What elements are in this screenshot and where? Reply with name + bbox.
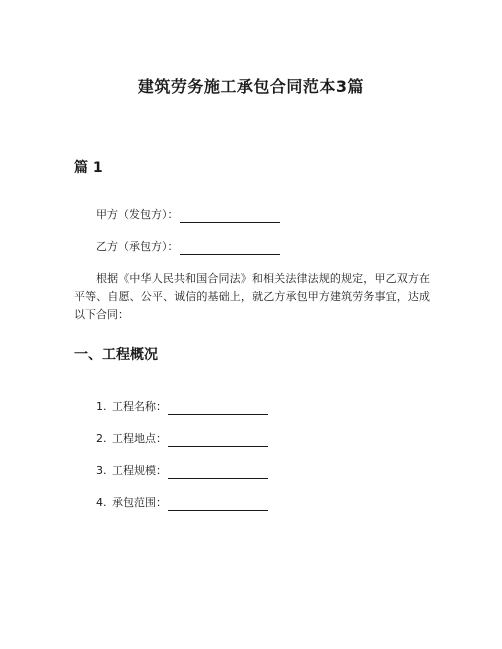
list-item-number: 2. [96,432,107,445]
list-item [96,431,268,447]
document-title: 建筑劳务施工承包合同范本3篇 [137,77,365,96]
list-item-blank [168,466,268,479]
list-item-label: 承包范围： [112,496,167,509]
list-item [96,495,268,511]
party-a-line [96,207,280,223]
list-item [96,463,268,479]
party-a-label: 甲方（发包方）： [96,208,179,221]
part-heading: 篇 1 [74,160,103,176]
list-item-number: 1. [96,400,107,413]
list-item-label: 工程规模： [112,464,167,477]
list-item-blank [168,434,268,447]
list-item-number: 4. [96,496,107,509]
section-heading-overview: 一、工程概况 [74,347,158,363]
list-item-label: 工程地点： [112,432,167,445]
party-b-blank [180,242,280,255]
list-item-blank [168,402,268,415]
list-item-blank [168,498,268,511]
intro-paragraph: 根据《中华人民共和国合同法》和相关法律法规的规定，甲乙双方在平等、自愿、公平、诚信的基础上，就乙方承包甲方建筑劳务事宜，达成以下合同： [74,272,430,321]
list-item-label: 工程名称： [112,400,167,413]
party-b-line [96,239,280,255]
party-b-label: 乙方（承包方）： [96,240,179,253]
project-overview-list [96,399,268,527]
list-item-number: 3. [96,464,107,477]
list-item [96,399,268,415]
party-a-blank [180,210,280,223]
